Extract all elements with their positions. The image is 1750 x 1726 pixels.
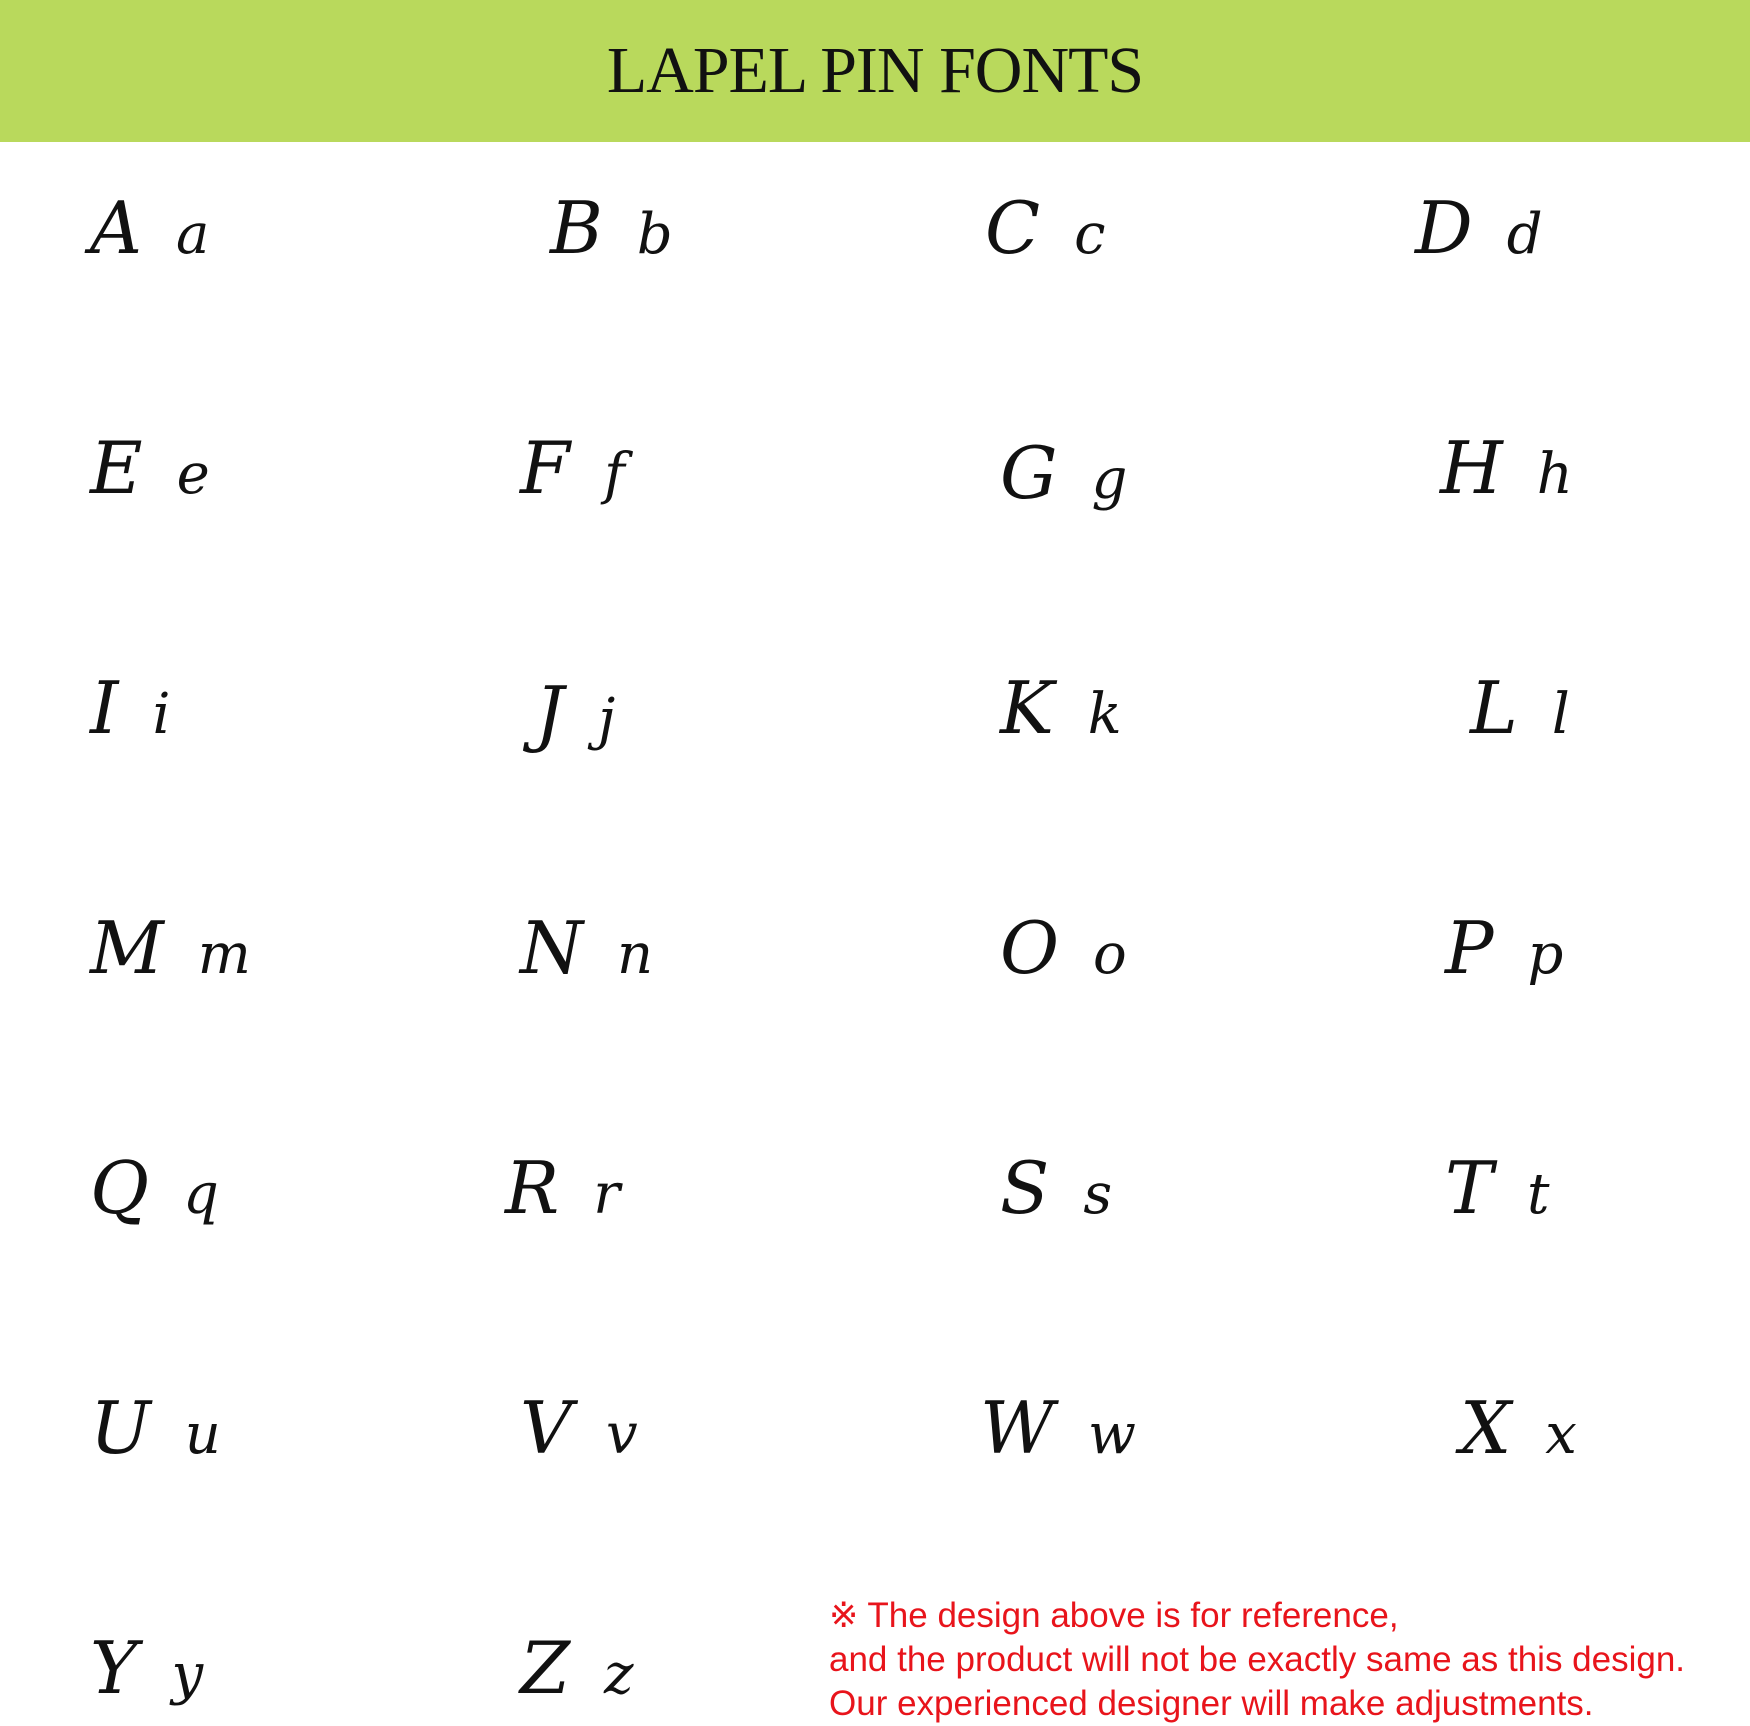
lowercase-letter: r bbox=[593, 1162, 620, 1227]
uppercase-letter: W bbox=[980, 1386, 1055, 1470]
uppercase-letter: I bbox=[90, 666, 119, 750]
uppercase-letter: Z bbox=[520, 1626, 571, 1710]
uppercase-letter: Q bbox=[90, 1146, 150, 1230]
lowercase-letter: g bbox=[1091, 447, 1128, 512]
letter-pair-j bbox=[535, 671, 616, 755]
letter-pair-y bbox=[90, 1626, 204, 1710]
letter-pair-l bbox=[1470, 666, 1570, 750]
lowercase-letter: d bbox=[1506, 202, 1543, 267]
uppercase-letter: U bbox=[90, 1386, 151, 1470]
letter-pair-n bbox=[520, 906, 654, 990]
uppercase-letter: K bbox=[1000, 666, 1054, 750]
letter-pair-u bbox=[90, 1386, 221, 1470]
lowercase-letter: f bbox=[603, 442, 625, 507]
lowercase-letter: b bbox=[636, 202, 673, 267]
letter-pair-a bbox=[90, 186, 210, 270]
letter-pair-b bbox=[550, 186, 673, 270]
lowercase-letter: i bbox=[152, 682, 171, 747]
uppercase-letter: C bbox=[985, 186, 1041, 270]
disclaimer-line: and the product will not be exactly same as this design. bbox=[829, 1640, 1686, 1679]
letter-pair-p bbox=[1445, 906, 1564, 990]
lowercase-letter: v bbox=[606, 1402, 638, 1467]
uppercase-letter: T bbox=[1445, 1146, 1494, 1230]
lowercase-letter: p bbox=[1527, 922, 1564, 987]
lowercase-letter: k bbox=[1087, 682, 1122, 747]
disclaimer-line: Our experienced designer will make adjustments. bbox=[829, 1684, 1594, 1723]
lowercase-letter: t bbox=[1527, 1162, 1550, 1227]
lowercase-letter: u bbox=[184, 1402, 221, 1467]
letter-pair-w bbox=[980, 1386, 1136, 1470]
lowercase-letter: h bbox=[1536, 442, 1573, 507]
letter-pair-g bbox=[1000, 431, 1128, 515]
letter-pair-h bbox=[1440, 426, 1573, 510]
letter-pair-q bbox=[90, 1146, 219, 1230]
font-sample-grid bbox=[0, 142, 1750, 1724]
uppercase-letter: M bbox=[90, 906, 164, 990]
uppercase-letter: N bbox=[520, 906, 583, 990]
letter-pair-i bbox=[90, 666, 171, 750]
uppercase-letter: F bbox=[520, 426, 570, 510]
uppercase-letter: X bbox=[1460, 1386, 1512, 1470]
letter-pair-t bbox=[1445, 1146, 1550, 1230]
letter-pair-e bbox=[90, 426, 210, 510]
letter-pair-f bbox=[520, 426, 625, 510]
uppercase-letter: H bbox=[1440, 426, 1503, 510]
uppercase-letter: V bbox=[520, 1386, 572, 1470]
letter-pair-s bbox=[1000, 1146, 1113, 1230]
uppercase-letter: R bbox=[505, 1146, 560, 1230]
disclaimer-note bbox=[829, 1594, 1745, 1726]
letter-pair-x bbox=[1460, 1386, 1577, 1470]
header-banner bbox=[0, 0, 1750, 142]
uppercase-letter: S bbox=[1000, 1146, 1050, 1230]
letter-pair-c bbox=[985, 186, 1106, 270]
lowercase-letter: j bbox=[597, 687, 616, 752]
uppercase-letter: D bbox=[1415, 186, 1473, 270]
uppercase-letter: E bbox=[90, 426, 143, 510]
uppercase-letter: J bbox=[535, 671, 564, 755]
letter-pair-r bbox=[505, 1146, 620, 1230]
uppercase-letter: G bbox=[1000, 431, 1058, 515]
letter-pair-k bbox=[1000, 666, 1122, 750]
lowercase-letter: x bbox=[1545, 1402, 1577, 1467]
letter-pair-v bbox=[520, 1386, 638, 1470]
lowercase-letter: y bbox=[171, 1642, 204, 1707]
lowercase-letter: m bbox=[197, 922, 251, 987]
uppercase-letter: L bbox=[1470, 666, 1518, 750]
page-title: LAPEL PIN FONTS bbox=[606, 34, 1144, 107]
uppercase-letter: A bbox=[90, 186, 142, 270]
lowercase-letter: o bbox=[1093, 922, 1127, 987]
uppercase-letter: P bbox=[1445, 906, 1494, 990]
letter-pair-z bbox=[520, 1626, 634, 1710]
letter-pair-d bbox=[1415, 186, 1543, 270]
letter-pair-o bbox=[1000, 906, 1127, 990]
lowercase-letter: l bbox=[1551, 682, 1570, 747]
lowercase-letter: n bbox=[617, 922, 654, 987]
lowercase-letter: w bbox=[1088, 1402, 1136, 1467]
uppercase-letter: O bbox=[1000, 906, 1060, 990]
lowercase-letter: q bbox=[183, 1162, 219, 1227]
lowercase-letter: e bbox=[176, 442, 210, 507]
lowercase-letter: s bbox=[1083, 1162, 1113, 1227]
lowercase-letter: c bbox=[1074, 202, 1106, 267]
disclaimer-line: ※ The design above is for reference, bbox=[829, 1596, 1399, 1635]
uppercase-letter: Y bbox=[90, 1626, 138, 1710]
lowercase-letter: z bbox=[604, 1642, 634, 1707]
letter-pair-m bbox=[90, 906, 251, 990]
uppercase-letter: B bbox=[550, 186, 603, 270]
lowercase-letter: a bbox=[176, 202, 210, 267]
